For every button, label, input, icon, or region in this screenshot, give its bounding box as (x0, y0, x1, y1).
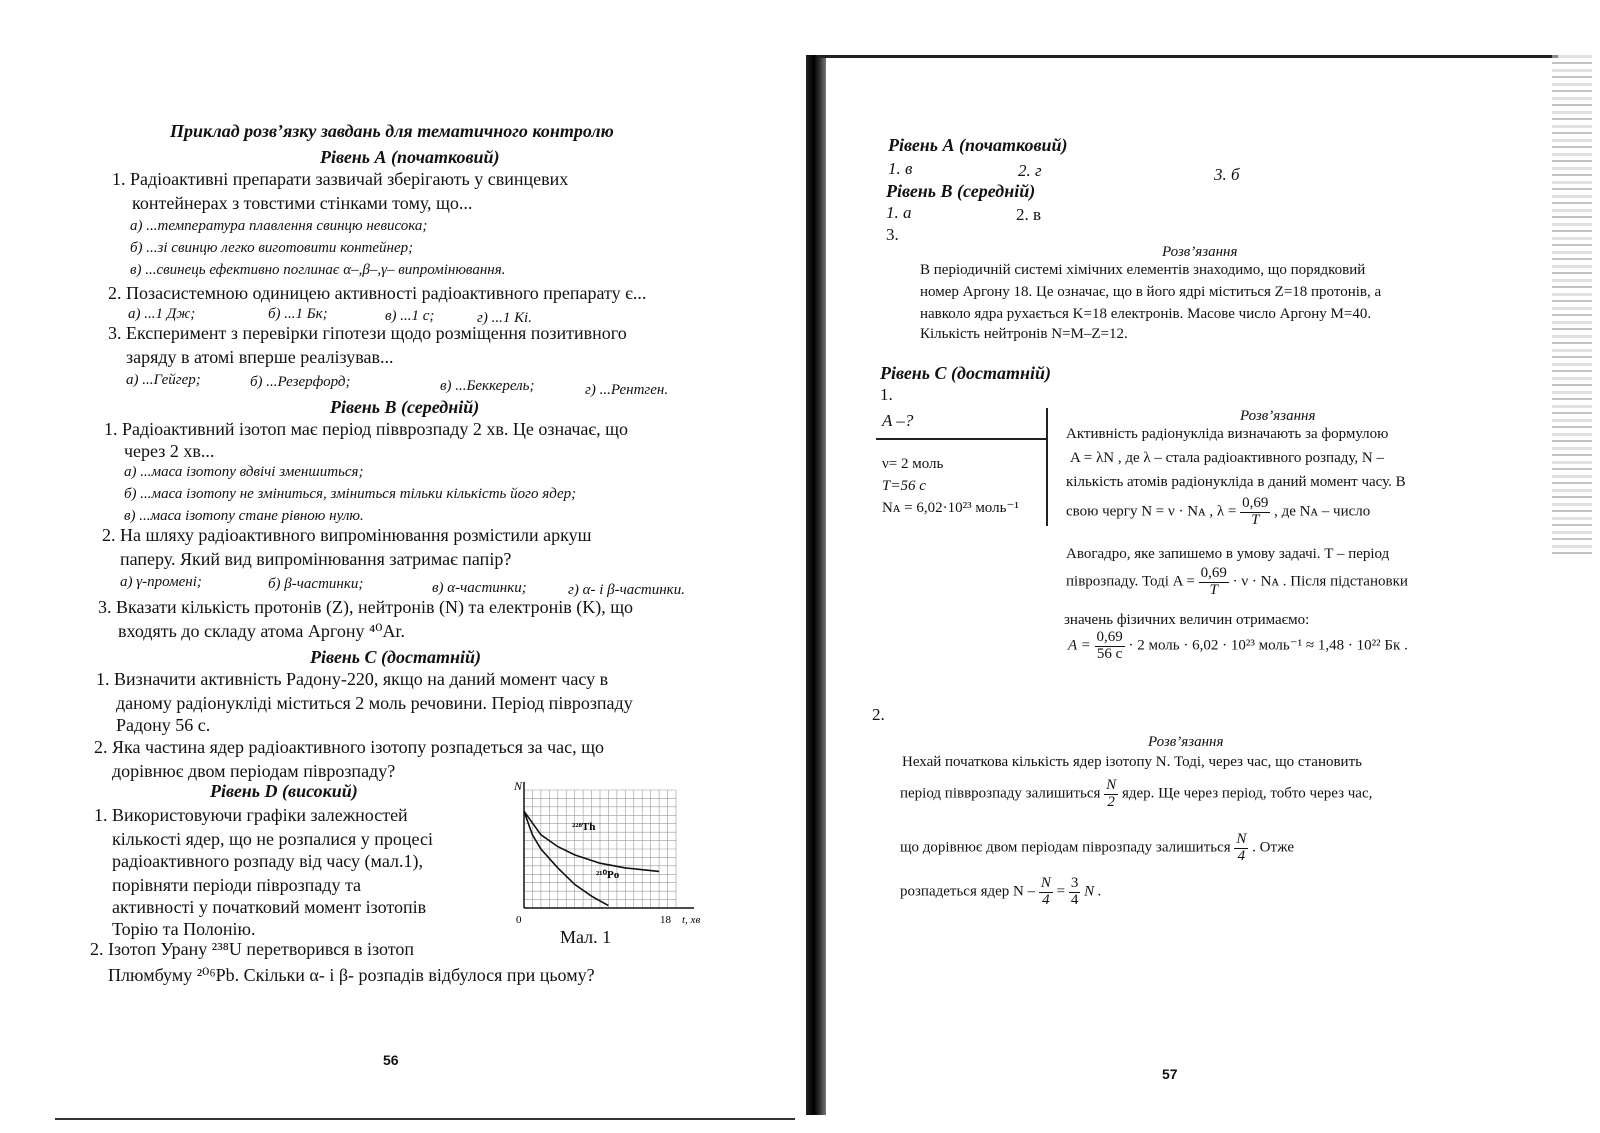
right-page (790, 0, 1600, 1133)
frac-num: N (1106, 777, 1117, 793)
fraction-3-4 (1069, 876, 1081, 909)
page-number-left: 56 (383, 1052, 399, 1068)
page-number-right: 57 (1162, 1066, 1178, 1082)
left-page (0, 0, 790, 1133)
level-c-heading: Рівень С (достатній) (310, 647, 481, 667)
question-a1: 1. Радіоактивні препарати зазвичай зберігають у свинцевих (112, 169, 569, 189)
solution-c1-l3: кількість атомів радіонукліда в даний момент часу. В (1066, 474, 1406, 490)
fraction-n-4-b (1039, 876, 1053, 909)
given-t: T=56 с (882, 478, 926, 494)
question-a3: 3. Експеримент з перевірки гіпотези щодо розміщення позитивного (108, 323, 627, 343)
question-d1-l5: активності у початковий момент ізотопів (112, 897, 427, 917)
series-label-th: ²²⁸Th (572, 821, 596, 833)
answers-level-c-heading: Рівень С (достатній) (880, 363, 1051, 383)
chart-y-axis-label: N (514, 780, 523, 793)
fraction-069-t-2 (1199, 566, 1229, 599)
answer-c2-number: 2. (872, 705, 885, 724)
option-b2-c: в) α-частинки; (432, 580, 527, 596)
solution-c1-l5: Авогадро, яке запишемо в умову задачі. T – період (1066, 546, 1390, 562)
text-half-prefix: період півврозпаду залишиться (900, 785, 1101, 802)
question-d1-l6: Торію та Полонію. (112, 919, 256, 939)
option-b2-b: б) β-частинки; (268, 576, 364, 592)
question-c2: 2. Яка частина ядер радіоактивного ізотопу розпадеться за час, що (94, 737, 605, 757)
fraction-069-t (1240, 496, 1270, 529)
solution-label-c2: Розв’язання (1148, 734, 1224, 750)
text-equals: = (1056, 883, 1066, 900)
option-a3-a: а) ...Гейгер; (126, 372, 201, 388)
solution-c1-result (1068, 630, 1408, 663)
solution-b3-l1: В періодичній системі хімічних елементів знаходимо, що порядковий (920, 262, 1366, 278)
option-a3-d: г) ...Рентген. (585, 382, 669, 398)
question-c1: 1. Визначити активність Радону-220, якщо на даний момент часу в (96, 669, 609, 689)
option-a3-c: в) ...Беккерель; (440, 378, 535, 394)
question-c1-cont: даному радіонукліді міститься 2 моль речовини. Період піврозпаду (116, 693, 633, 713)
option-a2-a: а) ...1 Дж; (128, 306, 196, 322)
question-b3: 3. Вказати кількість протонів (Z), нейтронів (N) та електронів (K), що (98, 597, 634, 617)
formula-result-suffix: · 2 моль · 6,02 · 10²³ моль⁻¹ ≈ 1,48 · 10²² Бк . (1128, 637, 1408, 654)
solution-b3-l4: Кількість нейтронів N=M–Z=12. (920, 326, 1128, 342)
formula-result-prefix: A = (1068, 637, 1091, 654)
text-quarter-prefix: що дорівнює двом періодам піврозпаду залишиться (900, 839, 1231, 856)
question-a3-cont: заряду в атомі вперше реалізував... (126, 347, 394, 367)
question-a2: 2. Позасистемною одиницею активності радіоактивного препарату є... (108, 283, 647, 303)
solution-b3-l2: номер Аргону 18. Це означає, що в його ядрі міститься Z=18 протонів, а (920, 284, 1382, 300)
option-a2-c: в) ...1 с; (385, 308, 435, 324)
frac-den: T (1209, 581, 1218, 598)
chart-grid (524, 790, 676, 908)
question-d1-l3: радіоактивного розпаду від часу (мал.1), (112, 851, 423, 871)
option-b1-b: б) ...маса ізотопу не зміниться, зміниться тільки кількість його ядер; (124, 486, 577, 502)
frac-num: 0,69 (1096, 629, 1123, 645)
solution-c2-l2 (900, 778, 1372, 811)
option-a3-b: б) ...Резерфорд; (250, 374, 351, 390)
find-unknown: A –? (882, 411, 914, 430)
text-decayed-prefix: розпадеться ядер N – (900, 883, 1036, 900)
fraction-069-56 (1095, 630, 1125, 663)
figure-caption: Мал. 1 (560, 927, 612, 947)
series-label-po: ²¹⁰Po (596, 869, 620, 881)
formula-a-suffix: · ν · Nᴀ . Після підстановки (1232, 573, 1408, 590)
question-b3-cont: входять до складу атома Аргону ⁴⁰Ar. (118, 621, 405, 641)
option-a1-a: а) ...температура плавлення свинцю невисока; (130, 218, 428, 234)
answer-a2: 2. г (1018, 161, 1042, 180)
decay-chart (512, 780, 712, 930)
chart-x-tick-0: 0 (516, 914, 522, 926)
formula-na-note: , де Nᴀ – число (1274, 503, 1371, 520)
level-d-heading: Рівень D (високий) (210, 781, 358, 801)
text-quarter-suffix: . Отже (1252, 839, 1295, 856)
frac-num: N (1236, 831, 1247, 847)
answer-b3: 3. (886, 225, 899, 244)
question-b2-cont: паперу. Який вид випромінювання затримає папір? (120, 549, 512, 569)
option-b1-c: в) ...маса ізотопу стане рівною нулю. (124, 508, 364, 524)
given-solution-divider (1046, 408, 1048, 526)
answer-a1: 1. в (888, 159, 913, 178)
solution-b3-l3: навколо ядра рухається K=18 електронів. Масове число Аргону M=40. (920, 306, 1372, 322)
solution-c1-l4 (1066, 496, 1370, 529)
solution-c1-l2: A = λN , де λ – стала радіоактивного розпаду, N – (1070, 450, 1384, 466)
chart-x-axis-label: t, хв (682, 914, 701, 926)
question-d1: 1. Використовуючи графіки залежностей (94, 805, 408, 825)
answers-level-a-heading: Рівень А (початковий) (888, 135, 1068, 155)
question-c2-cont: дорівнює двом періодам піврозпаду? (112, 761, 396, 781)
answer-c1-number: 1. (880, 385, 893, 404)
option-b2-d: г) α- і β-частинки. (568, 582, 685, 598)
answer-a3: 3. б (1214, 165, 1240, 184)
formula-n-lambda: свою чергу N = ν · Nᴀ , λ = (1066, 503, 1237, 520)
option-a1-c: в) ...свинець ефективно поглинає α–,β–,γ– випромінювання. (130, 262, 506, 278)
question-a1-cont: контейнерах з товстими стінками тому, що... (132, 193, 473, 213)
question-b2: 2. На шляху радіоактивного випромінювання розмістили аркуш (102, 525, 592, 545)
given-find-divider (876, 438, 1046, 440)
text-half-suffix: ядер. Ще через період, тобто через час, (1121, 785, 1373, 802)
solution-c2-l3 (900, 832, 1294, 865)
frac-num: 0,69 (1242, 495, 1269, 511)
frac-den: 2 (1107, 793, 1115, 810)
decay-chart-svg (512, 780, 712, 930)
frac-den: 4 (1237, 847, 1246, 864)
solution-c1-l7: значень фізичних величин отримаємо: (1064, 612, 1310, 628)
formula-a-prefix: піврозпаду. Тоді A = (1066, 573, 1195, 590)
option-a2-d: г) ...1 Кі. (477, 310, 532, 326)
answers-level-b-heading: Рівень В (середній) (886, 181, 1036, 201)
frac-num: N (1040, 875, 1051, 891)
fraction-n-2 (1104, 778, 1118, 811)
given-na: Nᴀ = 6,02·10²³ моль⁻¹ (882, 500, 1019, 516)
fraction-n-4 (1234, 832, 1248, 865)
option-a2-b: б) ...1 Бк; (268, 306, 328, 322)
solution-c1-l1: Активність радіонукліда визначають за формулою (1066, 426, 1389, 442)
option-b1-a: а) ...маса ізотопу вдвічі зменшиться; (124, 464, 364, 480)
question-d2: 2. Ізотоп Урану ²³⁸U перетворився в ізотоп (90, 939, 415, 959)
solution-c2-l4 (900, 876, 1102, 909)
solution-c2-l1: Нехай початкова кількість ядер ізотопу N. Тоді, через час, що становить (902, 754, 1362, 770)
page-title: Приклад розв’язку завдань для тематичного контролю (170, 121, 614, 141)
question-d1-l2: кількості ядер, що не розпалися у процесі (112, 829, 433, 849)
frac-den: T (1251, 511, 1260, 528)
level-b-heading: Рівень В (середній) (330, 397, 480, 417)
option-a1-b: б) ...зі свинцю легко виготовити контейнер; (130, 240, 414, 256)
frac-den: 56 с (1096, 645, 1123, 662)
frac-num: 3 (1070, 875, 1079, 891)
question-c1-cont2: Радону 56 с. (116, 715, 211, 735)
answer-b1: 1. а (886, 203, 912, 222)
given-nu: ν= 2 моль (882, 456, 944, 472)
frac-num: 0,69 (1200, 565, 1227, 581)
question-d1-l4: порівняти періоди піврозпаду та (112, 875, 362, 895)
level-a-heading: Рівень А (початковий) (320, 147, 500, 167)
question-b1-cont: через 2 хв... (124, 441, 215, 461)
option-b2-a: а) γ-промені; (120, 574, 202, 590)
solution-c1-l6 (1066, 566, 1408, 599)
solution-label-c1: Розв’язання (1240, 408, 1316, 424)
text-decayed-suffix: N . (1084, 883, 1102, 900)
frac-den: 4 (1042, 891, 1050, 908)
answer-b2: 2. в (1016, 205, 1042, 224)
question-b1: 1. Радіоактивний ізотоп має період півврозпаду 2 хв. Це означає, що (104, 419, 628, 439)
frac-den: 4 (1070, 891, 1079, 908)
chart-x-tick-18: 18 (660, 914, 671, 926)
question-d2-cont: Плюмбуму ²⁰⁶Pb. Скільки α- і β- розпадів відбулося при цьому? (108, 965, 595, 985)
solution-label-b3: Розв’язання (1162, 244, 1238, 260)
